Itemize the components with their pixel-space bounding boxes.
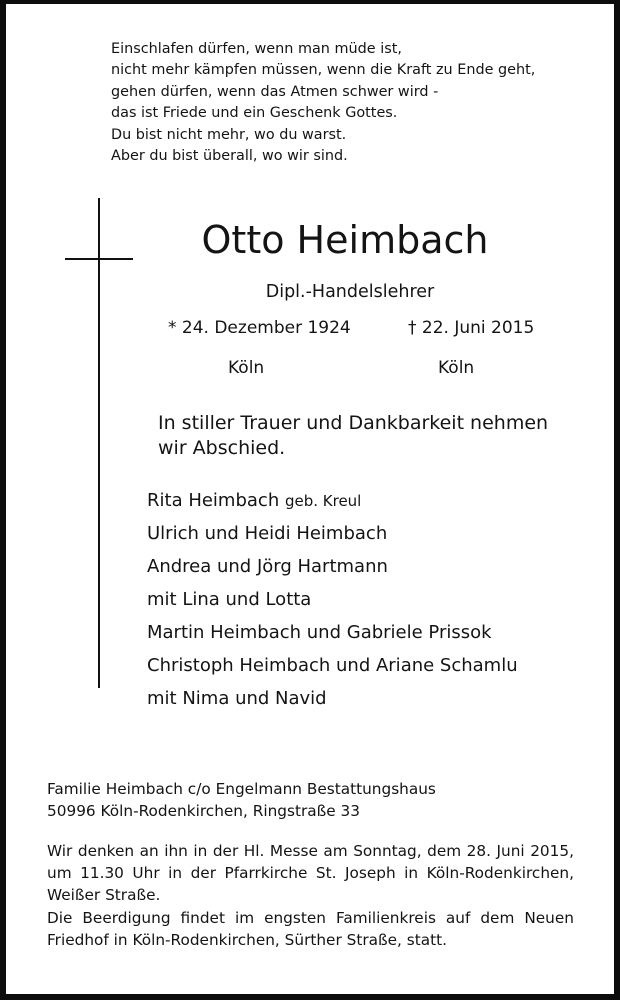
maiden-name: geb. Kreul	[284, 492, 362, 510]
service-notice	[47, 840, 574, 951]
contact-line: Familie Heimbach c/o Engelmann Bestattungshaus	[47, 780, 436, 798]
family-member: mit Lina und Lotta	[147, 589, 312, 610]
burial-notice: Die Beerdigung findet im engsten Familienkreis auf dem Neuen Friedhof in Köln-Rodenkirchen, Sürther Straße, statt.	[47, 908, 574, 949]
poem-line: das ist Friede und ein Geschenk Gottes.	[111, 105, 398, 122]
death-date: † 22. Juni 2015	[408, 318, 535, 338]
poem-line: Du bist nicht mehr, wo du warst.	[111, 126, 347, 143]
mourning-line: In stiller Trauer und Dankbarkeit nehmen	[158, 412, 549, 434]
family-list	[147, 487, 587, 718]
memorial-poem	[111, 39, 581, 167]
death-place: Köln	[438, 358, 475, 378]
cross-horizontal-bar	[65, 258, 133, 260]
mourning-statement	[158, 411, 578, 461]
poem-line: Aber du bist überall, wo wir sind.	[111, 148, 348, 165]
mourning-line: wir Abschied.	[158, 437, 286, 459]
deceased-name: Otto Heimbach	[201, 218, 489, 262]
deceased-title: Dipl.-Handelslehrer	[265, 282, 435, 302]
mass-notice: Wir denken an ihn in der Hl. Messe am Sonntag, dem 28. Juni 2015, um 11.30 Uhr in der Pfarrkirche St. Joseph in Köln-Rodenkirchen, Weißer Straße.	[47, 842, 574, 905]
poem-line: nicht mehr kämpfen müssen, wenn die Kraft zu Ende geht,	[111, 62, 536, 79]
poem-line: Einschlafen dürfen, wenn man müde ist,	[111, 41, 402, 57]
contact-line: 50996 Köln-Rodenkirchen, Ringstraße 33	[47, 801, 361, 820]
cross-vertical-bar	[98, 198, 100, 688]
family-member: Christoph Heimbach und Ariane Schamlu	[147, 655, 518, 676]
family-member: mit Nima und Navid	[147, 688, 327, 709]
birth-place: Köln	[228, 358, 265, 378]
family-member-name: Rita Heimbach	[147, 490, 280, 511]
family-member: Ulrich und Heidi Heimbach	[147, 523, 388, 544]
contact-address	[47, 779, 577, 822]
family-member: Andrea und Jörg Hartmann	[147, 556, 388, 577]
family-member	[147, 487, 587, 520]
family-member: Martin Heimbach und Gabriele Prissok	[147, 622, 492, 643]
birth-date: * 24. Dezember 1924	[168, 318, 351, 338]
poem-line: gehen dürfen, wenn das Atmen schwer wird -	[111, 83, 439, 100]
